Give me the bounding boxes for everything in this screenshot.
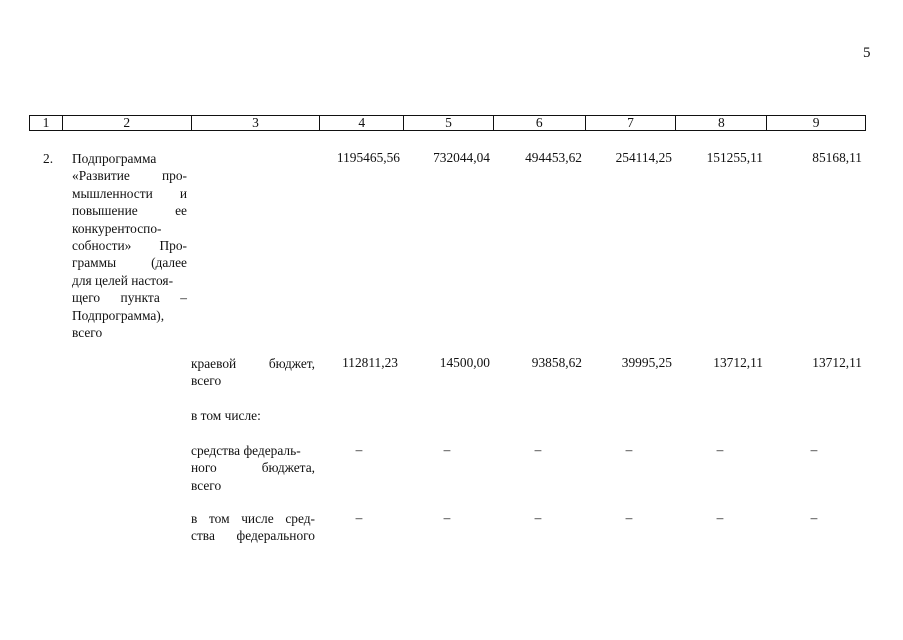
total-col-8: 151255,11 bbox=[706, 150, 763, 165]
header-cell-6: 6 bbox=[494, 116, 586, 130]
subprogram-name-line: мышленности и bbox=[72, 185, 187, 201]
total-col-5: 732044,04 bbox=[433, 150, 490, 165]
total-col-6: 494453,62 bbox=[525, 150, 582, 165]
regional-col-8: 13712,11 bbox=[713, 355, 763, 370]
label-line: всего bbox=[191, 373, 222, 389]
subprogram-name-line: конкурентоспо- bbox=[72, 220, 162, 236]
federal-col-9: – bbox=[810, 442, 818, 457]
federal-budget-label bbox=[191, 442, 315, 494]
federal-col-8: – bbox=[716, 442, 724, 457]
federal-funds-col-8: – bbox=[716, 510, 724, 525]
header-cell-8: 8 bbox=[676, 116, 767, 130]
subprogram-name-line: граммы (далее bbox=[72, 255, 187, 271]
subprogram-name-line: повышение ее bbox=[72, 203, 187, 219]
subprogram-name-line: «Развитие про- bbox=[72, 168, 187, 184]
federal-col-4: – bbox=[355, 442, 363, 457]
subprogram-name-line: щего пункта – bbox=[72, 290, 187, 306]
federal-col-5: – bbox=[443, 442, 451, 457]
header-cell-2: 2 bbox=[63, 116, 192, 130]
regional-col-9: 13712,11 bbox=[812, 355, 862, 370]
label-line: в том числе сред- bbox=[191, 511, 315, 526]
header-cell-1: 1 bbox=[30, 116, 63, 130]
regional-budget-label bbox=[191, 355, 315, 390]
header-cell-3: 3 bbox=[192, 116, 321, 130]
label-line: всего bbox=[191, 477, 222, 493]
regional-col-4: 112811,23 bbox=[342, 355, 398, 370]
regional-col-6: 93858,62 bbox=[531, 355, 582, 370]
label-line: краевой бюджет, bbox=[191, 356, 315, 371]
federal-funds-col-6: – bbox=[534, 510, 542, 525]
subprogram-name-line: для целей настоя- bbox=[72, 272, 174, 288]
total-col-7: 254114,25 bbox=[615, 150, 672, 165]
subprogram-name-line: всего bbox=[72, 325, 103, 341]
label-line: средства федераль- bbox=[191, 443, 301, 458]
row-number: 2. bbox=[43, 151, 54, 166]
federal-funds-col-5: – bbox=[443, 510, 451, 525]
federal-funds-col-9: – bbox=[810, 510, 818, 525]
label-line: ного бюджета, bbox=[191, 460, 315, 476]
subprogram-name-line: собности» Про- bbox=[72, 238, 187, 254]
federal-col-7: – bbox=[625, 442, 633, 457]
page-number: 5 bbox=[863, 45, 871, 61]
subprogram-name-line: Подпрограмма), bbox=[72, 307, 165, 323]
federal-col-6: – bbox=[534, 442, 542, 457]
header-cell-9: 9 bbox=[812, 115, 820, 130]
table-header-row bbox=[29, 115, 866, 131]
total-col-9: 85168,11 bbox=[812, 150, 862, 165]
header-cell-4: 4 bbox=[320, 116, 404, 130]
federal-funds-label bbox=[191, 510, 315, 545]
federal-funds-col-7: – bbox=[625, 510, 633, 525]
header-cell-7: 7 bbox=[586, 116, 677, 130]
subprogram-name-line: Подпрограмма bbox=[72, 151, 157, 166]
regional-col-7: 39995,25 bbox=[621, 355, 672, 370]
including-label: в том числе: bbox=[191, 408, 261, 423]
header-cell-5: 5 bbox=[404, 116, 494, 130]
regional-col-5: 14500,00 bbox=[439, 355, 490, 370]
subprogram-name bbox=[72, 150, 187, 341]
federal-funds-col-4: – bbox=[355, 510, 363, 525]
label-line: ства федерального bbox=[191, 528, 315, 544]
total-col-4: 1195465,56 bbox=[336, 150, 400, 165]
